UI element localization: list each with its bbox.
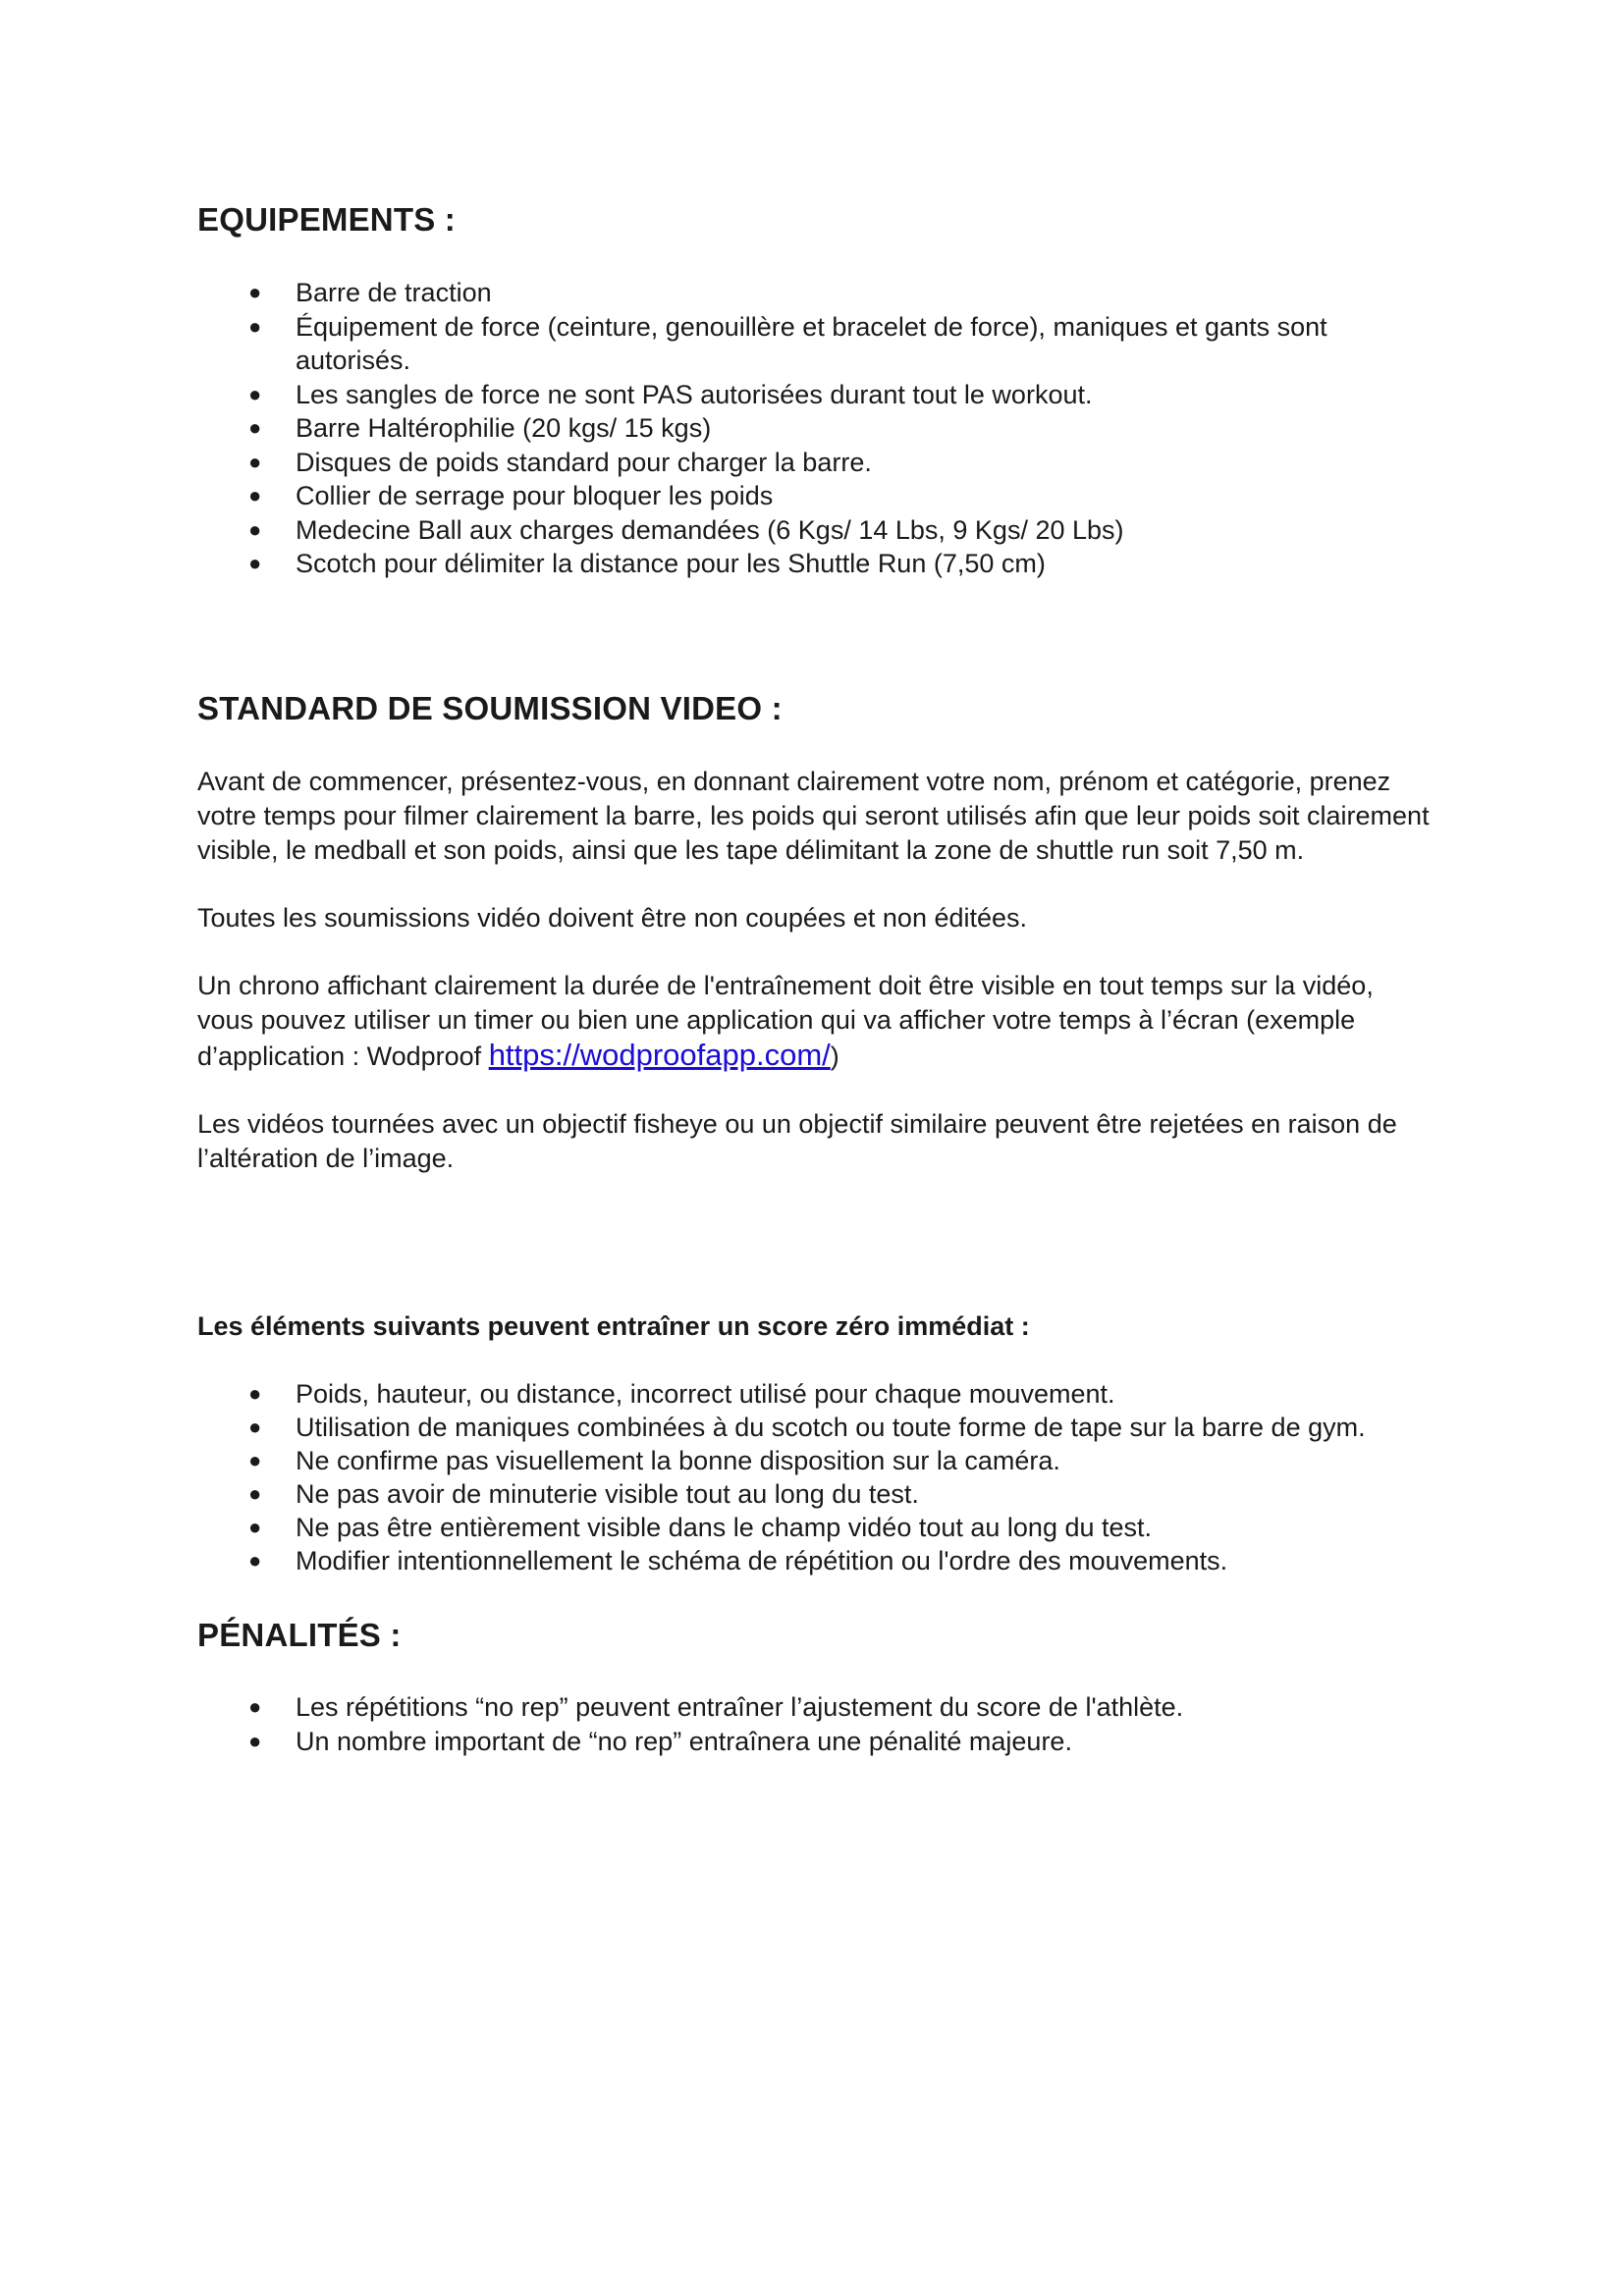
list-item: ● Medecine Ball aux charges demandées (6 Kgs/ 14 Lbs, 9 Kgs/ 20 Lbs) (197, 513, 1434, 548)
zero-score-list (197, 1377, 1434, 1577)
list-item: ● Disques de poids standard pour charger la barre. (197, 446, 1434, 480)
list-item: ● Ne pas avoir de minuterie visible tout au long du test. (248, 1479, 919, 1509)
list-item: ● Modifier intentionnellement le schéma de répétition ou l'ordre des mouvements. (248, 1546, 1228, 1575)
bullet-icon: ● (248, 449, 262, 474)
list-item: ● Un nombre important de “no rep” entraînera une pénalité majeure. (197, 1725, 1434, 1759)
zero-score-heading: Les éléments suivants peuvent entraîner un score zéro immédiat : (197, 1311, 1030, 1341)
bullet-icon: ● (248, 1381, 262, 1406)
list-item: ● Collier de serrage pour bloquer les poids (197, 479, 1434, 513)
video-paragraph-3: Un chrono affichant clairement la durée de l'entraînement doit être visible en tout temps sur la vidéo, vous pouvez utiliser un timer ou bien une application qui va afficher votre temps à l’écran (exemple d’application : Wodproof https://wodproofapp.com/) (197, 971, 1374, 1072)
bullet-icon: ● (248, 551, 262, 575)
bullet-icon: ● (248, 1448, 262, 1472)
bullet-icon: ● (248, 1548, 262, 1573)
bullet-icon: ● (248, 280, 262, 304)
video-paragraph-2: Toutes les soumissions vidéo doivent être non coupées et non éditées. (197, 903, 1028, 933)
list-item: ● Les sangles de force ne sont PAS autorisées durant tout le workout. (197, 378, 1434, 412)
video-paragraph-1: Avant de commencer, présentez-vous, en donnant clairement votre nom, prénom et catégorie, prenez votre temps pour filmer clairement la barre, les poids qui seront utilisés afin que leur poids soit clairement visible, le medball et son poids, ainsi que les tape délimitant la zone de shuttle run soit 7,50 m. (197, 767, 1430, 865)
list-item: ● Utilisation de maniques combinées à du scotch ou toute forme de tape sur la barre de gym. (248, 1413, 1366, 1442)
equipements-heading: EQUIPEMENTS : (197, 201, 456, 238)
bullet-icon: ● (248, 483, 262, 507)
penalites-list (197, 1690, 1434, 1758)
bullet-icon: ● (248, 1415, 262, 1439)
video-standard-heading: STANDARD DE SOUMISSION VIDEO : (197, 690, 783, 726)
list-item: ● Poids, hauteur, ou distance, incorrect utilisé pour chaque mouvement. (248, 1379, 1115, 1409)
bullet-icon: ● (248, 313, 262, 339)
list-item: ● Ne pas être entièrement visible dans le champ vidéo tout au long du test. (248, 1513, 1153, 1542)
bullet-icon: ● (248, 1728, 262, 1753)
penalites-heading: PÉNALITÉS : (197, 1617, 402, 1653)
equipements-list (197, 276, 1434, 581)
list-item: ● Barre Haltérophilie (20 kgs/ 15 kgs) (197, 411, 1434, 446)
video-paragraph-4: Les vidéos tournées avec un objectif fisheye ou un objectif similaire peuvent être rejetées en raison de l’altération de l’image. (197, 1109, 1397, 1173)
bullet-icon: ● (248, 1481, 262, 1506)
bullet-icon: ● (248, 381, 262, 406)
wodproof-link[interactable]: https://wodproofapp.com/ (488, 1038, 831, 1072)
bullet-icon: ● (248, 516, 262, 542)
list-item: ● Scotch pour délimiter la distance pour les Shuttle Run (7,50 cm) (197, 547, 1434, 581)
list-item: ● Équipement de force (ceinture, genouillère et bracelet de force), maniques et gants sont autorisés. (248, 311, 1327, 375)
video-standard-body (197, 765, 1434, 1209)
list-item: ● Barre de traction (197, 276, 1434, 310)
list-item: ● Ne confirme pas visuellement la bonne disposition sur la caméra. (248, 1446, 1060, 1475)
bullet-icon: ● (248, 415, 262, 440)
list-item: ● Les répétitions “no rep” peuvent entraîner l’ajustement du score de l'athlète. (197, 1690, 1434, 1725)
bullet-icon: ● (248, 1694, 262, 1719)
bullet-icon: ● (248, 1515, 262, 1539)
